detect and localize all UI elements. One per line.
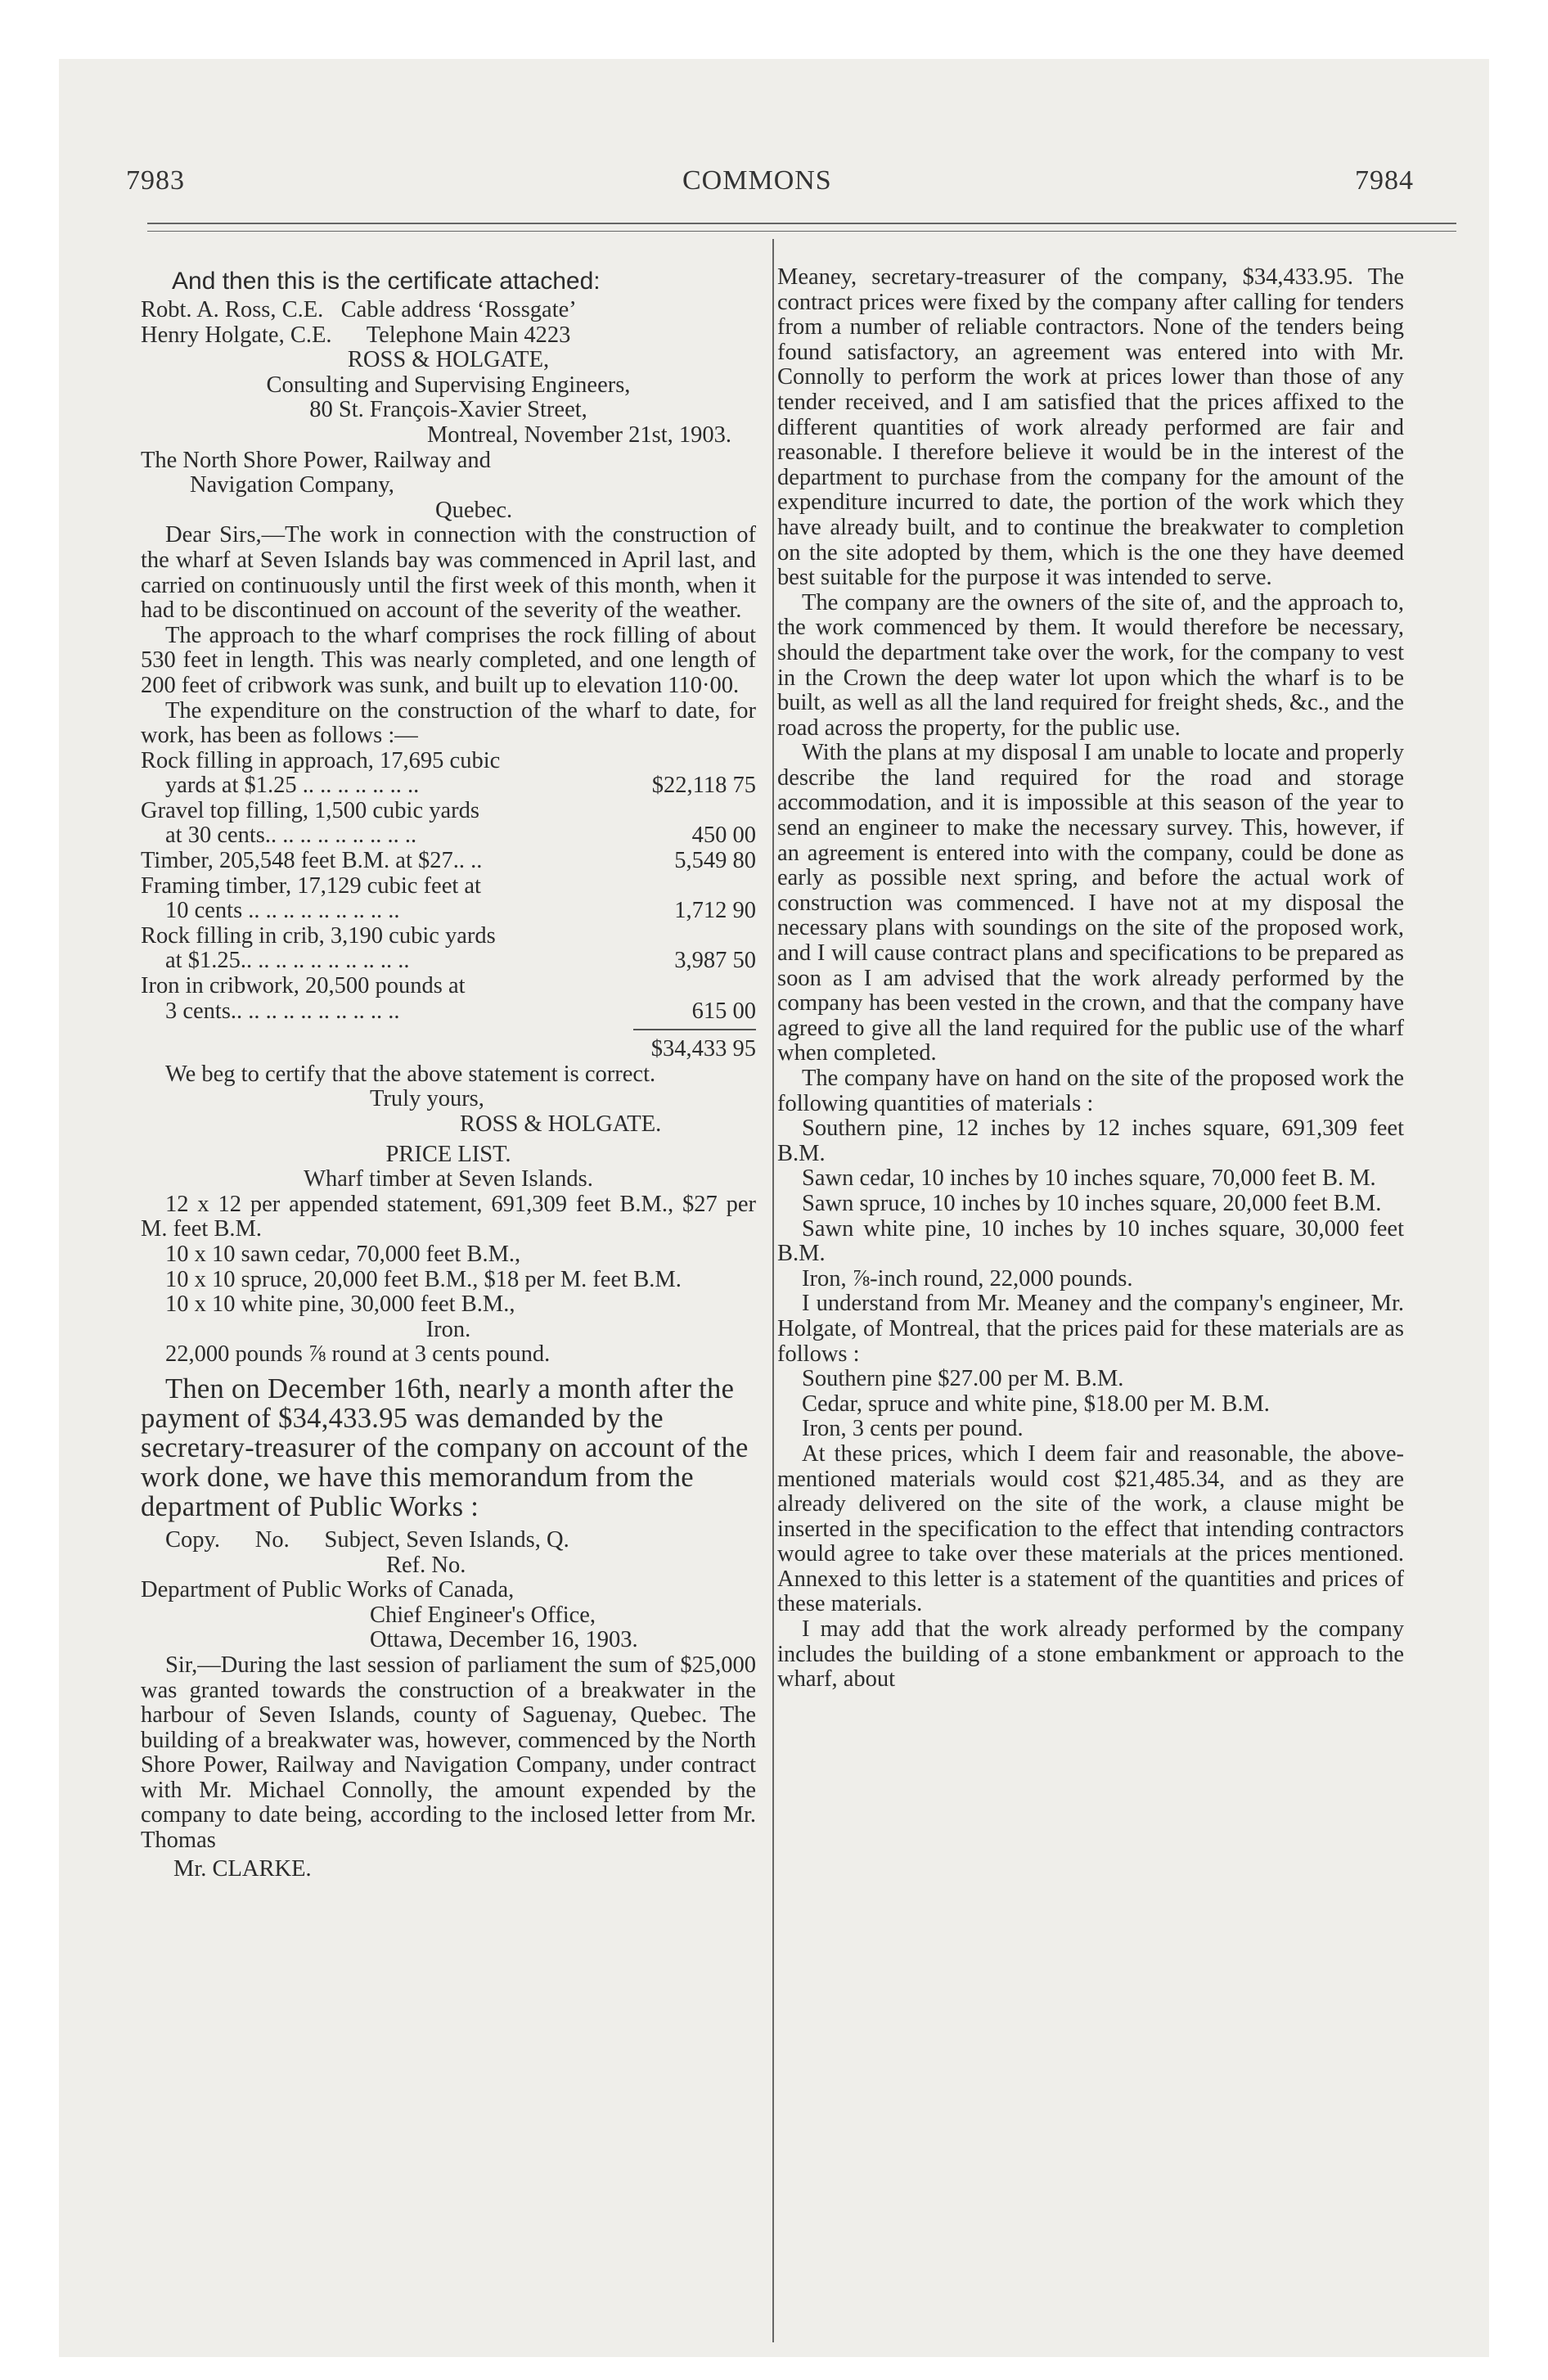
letter-date: Montreal, November 21st, 1903. bbox=[426, 421, 731, 448]
right-paragraph-6: At these prices, which I deem fair and reasonable, the above-mentioned materials would cost $21,485.34, and as they are already delivered on the site of the work, a clause might be inserted in the specification to the effect that intending contractors would agree to take over these materials at the prices mentioned. Annexed to this letter is a statement of the quantities and prices of these materials. bbox=[777, 1440, 1404, 1617]
price-item-1: 12 x 12 per appended statement, 691,309 feet B.M., $27 per M. feet B.M. bbox=[141, 1191, 756, 1242]
expenditure-list bbox=[141, 749, 756, 1062]
addressee-line-2: Navigation Company, bbox=[190, 472, 394, 498]
item-description: Iron in cribwork, 20,500 pounds at bbox=[141, 973, 466, 999]
price-item-4: 10 x 10 white pine, 30,000 feet B.M., bbox=[165, 1291, 515, 1318]
header-rule-2 bbox=[147, 231, 1456, 232]
letter-paragraph-2: The approach to the wharf comprises the rock filling of about 530 feet in length. This was nearly completed, and one length of 200 feet of cribwork was sunk, and built up to elevation 110·00. bbox=[141, 622, 756, 698]
expenditure-item bbox=[141, 749, 756, 799]
price-item-2: 10 x 10 sawn cedar, 70,000 feet B.M., bbox=[165, 1241, 521, 1267]
material-item-5: Iron, ⅞-inch round, 22,000 pounds. bbox=[802, 1265, 1133, 1291]
item-amount: 1,712 90 bbox=[674, 898, 756, 924]
item-quantity: 10 cents .. .. .. .. .. .. .. .. .. bbox=[165, 899, 400, 924]
column-divider bbox=[772, 239, 774, 2342]
material-item-3: Sawn spruce, 10 inches by 10 inches square, 20,000 feet B.M. bbox=[802, 1190, 1382, 1216]
header-rule bbox=[147, 223, 1456, 224]
commentary-paragraph: Then on December 16th, nearly a month after the payment of $34,433.95 was demanded by the secretary-treasurer of the company on account of the work done, we have this memorandum from the department of Public Works : bbox=[141, 1373, 749, 1522]
right-paragraph-3: With the plans at my disposal I am unable to locate and properly describe the land required for the road and storage accommodation, and it is impossible at this season of the year to send an engineer to make the necessary survey. This, however, if an agreement is entered into with the company, could be done as early as possible next spring, and before the actual work of construction was commenced. I have not at my disposal the necessary plans with soundings on the site of the proposed work, and I will cause contract plans and specifications to be prepared as soon as I am advised that the work already performed by the company has been vested in the crown, and that the company have agreed to give all the land required for the public use of the wharf when completed. bbox=[777, 740, 1404, 1066]
firm-name: ROSS & HOLGATE, bbox=[347, 347, 550, 373]
total-rule bbox=[633, 1029, 756, 1030]
price-item-5: Iron. bbox=[425, 1316, 471, 1342]
item-description: Timber, 205,548 feet B.M. at $27.. .. bbox=[141, 849, 483, 874]
running-title: COMMONS bbox=[682, 165, 832, 196]
item-description: Rock filling in approach, 17,695 cubic bbox=[141, 747, 501, 773]
item-amount: 5,549 80 bbox=[674, 848, 756, 874]
left-column bbox=[141, 265, 756, 1882]
letter-paragraph-3: The expenditure on the construction of the wharf to date, for work, has been as follows :— bbox=[141, 697, 756, 749]
dept-line-3: Ottawa, December 16, 1903. bbox=[370, 1627, 638, 1653]
letterhead-line-2: Henry Holgate, C.E. Telephone Main 4223 bbox=[141, 322, 571, 348]
material-item-2: Sawn cedar, 10 inches by 10 inches square, 70,000 feet B. M. bbox=[802, 1165, 1376, 1192]
dept-line-2: Chief Engineer's Office, bbox=[370, 1602, 596, 1628]
scanned-page bbox=[59, 59, 1489, 2357]
speaker-footer: Mr. CLARKE. bbox=[173, 1855, 312, 1882]
item-amount: 450 00 bbox=[691, 823, 756, 849]
letterhead-line-1: Robt. A. Ross, C.E. Cable address ‘Rossgate’ bbox=[141, 297, 577, 322]
material-item-1: Southern pine, 12 inches by 12 inches square, 691,309 feet B.M. bbox=[777, 1116, 1404, 1166]
page-number-left: 7983 bbox=[126, 165, 185, 196]
page-number-right: 7984 bbox=[1355, 165, 1414, 196]
item-amount: 3,987 50 bbox=[674, 948, 756, 974]
signature: ROSS & HOLGATE. bbox=[460, 1111, 662, 1137]
right-paragraph-4: The company have on hand on the site of the proposed work the following quantities of materials : bbox=[777, 1066, 1404, 1116]
price-item-3: 10 x 10 spruce, 20,000 feet B.M., $18 per M. feet B.M. bbox=[165, 1266, 682, 1292]
price-list-title: PRICE LIST. bbox=[385, 1141, 511, 1167]
expenditure-item bbox=[141, 849, 756, 874]
right-paragraph-5: I understand from Mr. Meaney and the company's engineer, Mr. Holgate, of Montreal, that the prices paid for these materials are as follows : bbox=[777, 1291, 1404, 1367]
price-note-2: Cedar, spruce and white pine, $18.00 per M. B.M. bbox=[802, 1391, 1270, 1417]
memo-header: Copy. No. Subject, Seven Islands, Q. bbox=[165, 1526, 569, 1553]
total-amount: $34,433 95 bbox=[650, 1036, 756, 1062]
item-description: Rock filling in crib, 3,190 cubic yards bbox=[141, 922, 496, 949]
memo-paragraph: Sir,—During the last session of parliament the sum of $25,000 was granted towards the construction of a breakwater in the harbour of Seven Islands, county of Saguenay, Quebec. The building of a breakwater was, however, commenced by the North Shore Power, Railway and Navigation Company, under contract with Mr. Michael Connolly, the amount expended by the company to date being, according to the inclosed letter from Mr. Thomas bbox=[141, 1652, 756, 1854]
item-description: Framing timber, 17,129 cubic feet at bbox=[141, 872, 481, 899]
price-list-subtitle: Wharf timber at Seven Islands. bbox=[304, 1166, 593, 1192]
addressee-line-3: Quebec. bbox=[435, 497, 513, 523]
dept-line-1: Department of Public Works of Canada, bbox=[141, 1577, 515, 1603]
certification-paragraph: We beg to certify that the above statement is correct. bbox=[165, 1061, 656, 1087]
right-column bbox=[777, 265, 1404, 1693]
right-paragraph-1: Meaney, secretary-treasurer of the company, $34,433.95. The contract prices were fixed by the company after calling for tenders from a number of reliable contractors. None of the tenders being found satisfactory, an agreement was entered into with Mr. Connolly to perform the work at prices lower than those of any tender received, and I am satisfied that the prices affixed to the different quantities of work already performed are fair and reasonable. I therefore believe it would be in the interest of the department to purchase from the company for the amount of the expenditure incurred to date, the portion of the work which they have already built, and to continue the breakwater to completion on the site adopted by them, which is the one they have deemed best suitable for the purpose it was intended to serve. bbox=[777, 264, 1404, 591]
closing: Truly yours, bbox=[370, 1086, 484, 1112]
intro-line: And then this is the certificate attached: bbox=[172, 268, 601, 295]
item-description: Gravel top filling, 1,500 cubic yards bbox=[141, 797, 479, 823]
item-quantity: yards at $1.25 .. .. .. .. .. .. .. bbox=[165, 773, 420, 799]
letter-paragraph-1: Dear Sirs,—The work in connection with the construction of the wharf at Seven Islands bay was commenced in April last, and carried on continuously until the first week of this month, when it had to be discontinued on account of the severity of the weather. bbox=[141, 522, 756, 624]
item-amount: 615 00 bbox=[691, 998, 756, 1024]
addressee-line-1: The North Shore Power, Railway and bbox=[141, 447, 491, 473]
expenditure-item bbox=[141, 799, 756, 849]
memo-ref: Ref. No. bbox=[386, 1552, 466, 1578]
item-amount: $22,118 75 bbox=[651, 773, 756, 799]
item-quantity: at 30 cents.. .. .. .. .. .. .. .. .. bbox=[165, 823, 417, 849]
expenditure-item bbox=[141, 874, 756, 924]
firm-description: Consulting and Supervising Engineers, bbox=[266, 372, 631, 398]
right-paragraph-2: The company are the owners of the site of, and the approach to, the work commenced by them. It would therefore be necessary, should the department take over the work, for the company to vest in the Crown the deep water lot upon which the wharf is to be built, as well as all the land required for freight sheds, &c., and the road across the property, for the public use. bbox=[777, 589, 1404, 741]
material-item-4: Sawn white pine, 10 inches by 10 inches square, 30,000 feet B.M. bbox=[777, 1215, 1404, 1267]
item-quantity: at $1.25.. .. .. .. .. .. .. .. .. .. bbox=[165, 949, 410, 974]
expenditure-item bbox=[141, 924, 756, 974]
price-note-1: Southern pine $27.00 per M. B.M. bbox=[802, 1366, 1124, 1392]
expenditure-item bbox=[141, 974, 756, 1024]
price-item-6: 22,000 pounds ⅞ round at 3 cents pound. bbox=[165, 1341, 551, 1368]
right-paragraph-7: I may add that the work already performed by the company includes the building of a stone embankment or approach to the wharf, about bbox=[777, 1616, 1404, 1693]
price-note-3: Iron, 3 cents per pound. bbox=[802, 1416, 1024, 1442]
firm-address: 80 St. François-Xavier Street, bbox=[309, 397, 587, 423]
item-quantity: 3 cents.. .. .. .. .. .. .. .. .. .. bbox=[165, 998, 400, 1024]
